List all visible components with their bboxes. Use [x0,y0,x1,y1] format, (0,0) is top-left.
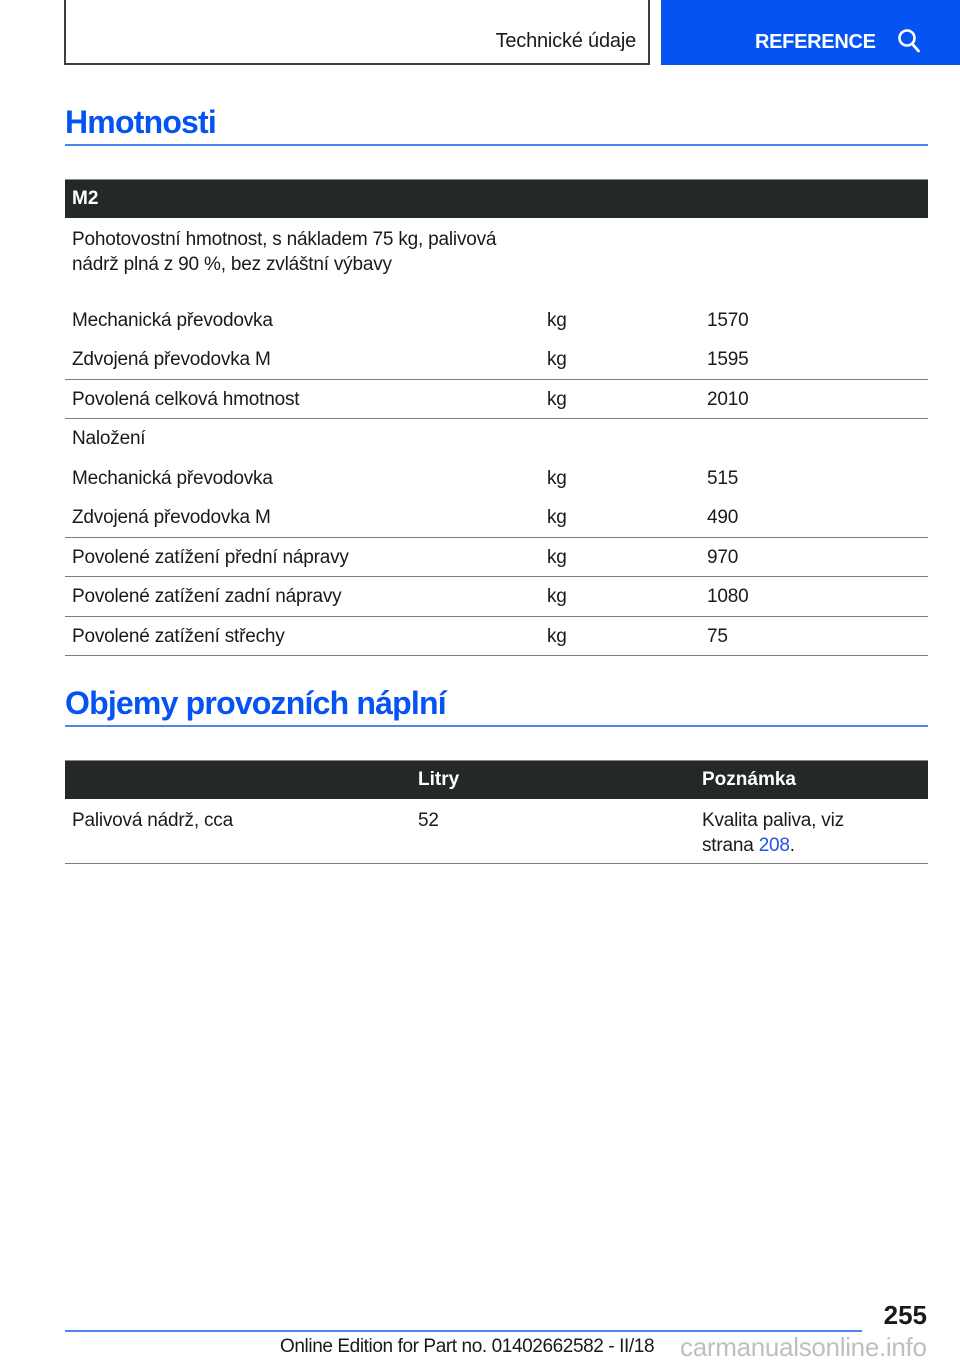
reference-label: REFERENCE [755,31,876,53]
fluids-table [65,760,928,864]
row-value: 515 [707,467,739,489]
page-number: 255 [883,1300,927,1330]
chapter-title: Technické údaje [495,30,636,52]
row-label: Palivová nádrž, cca [72,810,233,831]
reference-section-tab[interactable] [661,0,960,65]
label-line: nádrž plná z 90 %, bez zvláštní výbavy [72,254,392,275]
row-label: Mechanická převodovka [72,309,273,331]
table-row [65,301,928,340]
row-value: 1570 [707,309,749,331]
row-value: 1595 [707,349,749,370]
note-text: . [789,835,795,856]
table-header-model: M2 [72,188,99,209]
table-row [65,419,928,459]
row-unit: kg [547,507,567,528]
row-label: Povolené zatížení zadní nápravy [72,586,342,607]
row-value: 1080 [707,586,749,607]
watermark: carmanualsonline.info [680,1332,927,1362]
row-liters: 52 [418,810,439,831]
table-header [65,760,928,799]
row-value: 490 [707,507,739,528]
column-header-note: Poznámka [702,769,796,790]
row-label: Mechanická převodovka [72,467,273,489]
table-row [65,617,928,656]
row-value: 2010 [707,388,749,410]
note-text: strana [702,835,759,856]
row-label: Povolené zatížení střechy [72,625,285,647]
row-unit: kg [547,625,567,647]
chapter-header [64,0,650,65]
row-unit: kg [547,546,567,568]
table-row [65,799,928,864]
row-value: 75 [707,625,728,647]
section-divider [65,725,928,727]
section-title-fluids: Objemy provozních náplní [65,685,446,721]
table-row [65,459,928,498]
page-reference-link[interactable]: 208 [758,835,790,856]
row-unit: kg [547,586,567,607]
table-header [65,179,928,218]
column-header-liters: Litry [418,769,460,790]
search-icon[interactable] [897,28,921,54]
note-line [702,833,928,858]
row-note [695,808,928,864]
row-unit: kg [547,349,567,370]
row-label: Povolené zatížení přední nápravy [72,546,349,568]
row-label: Naložení [72,428,146,449]
table-row [65,218,928,275]
row-label: Zdvojená převodovka M [72,507,271,528]
row-label: Povolená celková hmotnost [72,388,300,410]
table-row [65,538,928,577]
row-unit: kg [547,467,567,489]
section-title-weights: Hmotnosti [65,104,217,140]
table-row [65,340,928,380]
curb-weight-label [65,227,540,275]
note-line: Kvalita paliva, viz [702,810,844,831]
table-row [65,577,928,617]
weights-table [65,179,928,656]
row-label: Zdvojená převodovka M [72,349,271,370]
edition-info: Online Edition for Part no. 01402662582 - II/18 [280,1336,655,1357]
row-unit: kg [547,388,567,410]
table-row [65,498,928,538]
table-row [65,380,928,419]
section-divider [65,144,928,146]
row-value: 970 [707,546,739,568]
label-line: Pohotovostní hmotnost, s nákladem 75 kg, palivová [72,229,497,250]
row-unit: kg [547,309,567,331]
